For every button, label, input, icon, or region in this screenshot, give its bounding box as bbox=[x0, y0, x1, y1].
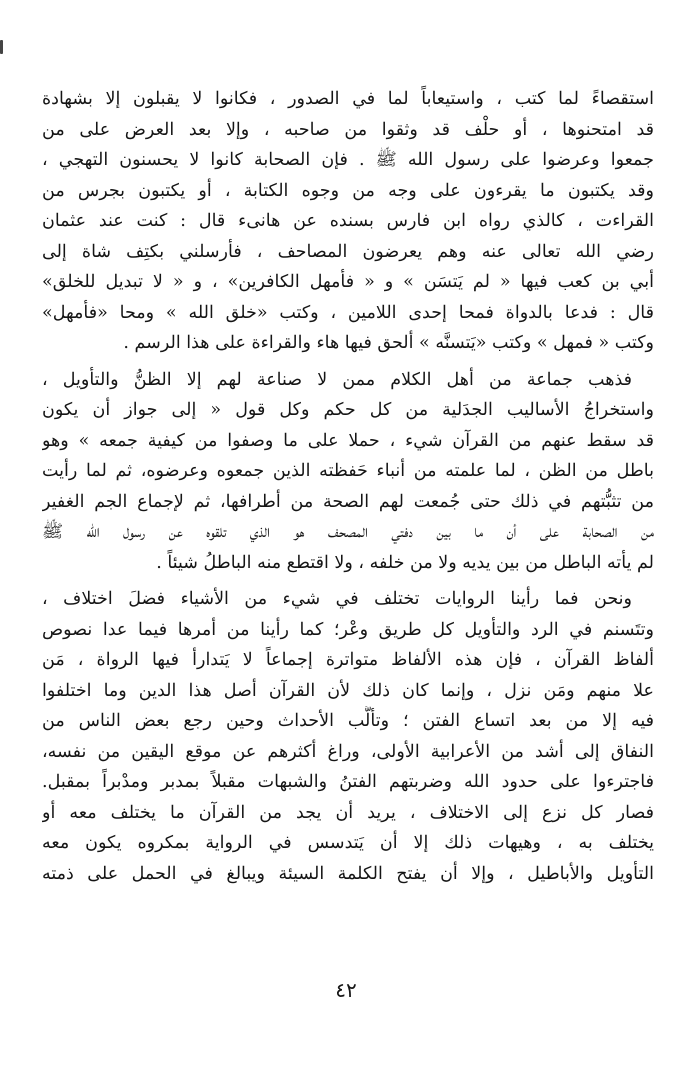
text-line: وقد يكتبون ما يقرءون على وجه من وجوه الكتابة ، أو يكتبون بجرس من bbox=[42, 180, 654, 201]
text-line: ألفاظ القرآن ، فإن هذه الألفاظ متواترة إجماعاً لا يَتدارأ فيها الرواة ، مَن bbox=[42, 650, 654, 670]
text-line: علا منهم ومَن نزل ، وإنما كان ذلك لأن القرآن أصل هذا الدين وما اختلفوا bbox=[42, 680, 654, 701]
text-line: أبي بن كعب فيها « لم يَتسَن » و « فأمهل الكافرين» ، و « لا تبديل للخلق» bbox=[42, 272, 654, 292]
paragraph-1 bbox=[42, 84, 654, 359]
margin-mark bbox=[0, 40, 3, 54]
page-number: ٤٢ bbox=[335, 978, 357, 1002]
text-line: ونحن فما رأينا الروايات تختلف في شيء من الأشياء فضلَ اختلاف ، bbox=[42, 589, 632, 609]
paragraph-3 bbox=[42, 584, 654, 889]
text-line: وتتَسنم في الرد والتأويل كل طريق وعْر؛ كما رأينا من أمرها فيما عدا نصوص bbox=[42, 619, 654, 640]
text-line: يختلف به ، وهيهات ذلك إلا أن يَتدسس في الرواية بمكروه يكون معه bbox=[42, 833, 654, 853]
text-line: جمعوا وعرضوا على رسول الله ﷺ . فإن الصحابة كانوا لا يحسنون التهجي ، bbox=[42, 150, 654, 170]
text-line: فصار كل نزع إلى الاختلاف ، يريد أن يجد من القرآن ما يختلف معه أو bbox=[42, 802, 654, 823]
text-line: باطل من الظن ، لما علمته من أنباء حَفظته الذين جمعوه وعرضوه، ثم لما رأيت bbox=[42, 461, 654, 481]
text-line: النفاق إلى أشد من الأعرابية الأولى، وراغ أكثرهم عن موقع اليقين من نفسه، bbox=[42, 741, 654, 762]
main-text bbox=[42, 84, 654, 889]
text-line: قال : فدعا بالدواة فمحا إحدى اللامين ، وكتب «خلق الله » ومحا «فأمهل» bbox=[42, 302, 654, 323]
text-line: قد امتحنوها ، أو حلْف قد وثقوا من صاحبه ، وإلا بعد العرض على من bbox=[42, 119, 654, 140]
text-line: من الصحابة على أن ما بين دفتي المصحف هو الذي تلقوه عن رسول الله ﷺ bbox=[42, 522, 654, 542]
text-line: فذهب جماعة من أهل الكلام ممن لا صناعة لهم إلا الظنُّ والتأويل ، bbox=[42, 369, 632, 390]
text-line: وكتب « فمهل » وكتب «يَتسنَّه » ألحق فيها هاء والقراءة على هذا الرسم . bbox=[123, 333, 654, 353]
text-line: واستخراجُ الأساليب الجدَلية من كل حكم وكل قول « إلى جواز أن يكون bbox=[42, 400, 654, 420]
text-line: فاجترءوا على حدود الله وضربتهم الفتنُ والشبهات مقبلاً بمدبر ومدْبراً بمقبل. bbox=[42, 772, 654, 792]
text-line: فيه إلا من بعد اتساع الفتن ؛ وتألُّب الأحداث وحين رجع بعض الناس من bbox=[42, 711, 654, 731]
text-line: التأويل والأباطيل ، وإلا أن يفتح الكلمة السيئة ويبالغ في الحمل على ذمته bbox=[42, 863, 654, 884]
paragraph-2 bbox=[42, 365, 654, 579]
text-line: قد سقط عنهم من القرآن شيء ، حملا على ما وصفوا من كيفية جمعه » وهو bbox=[42, 430, 654, 451]
text-line: رضي الله تعالى عنه وهم يعرضون المصاحف ، فأرسلني بكتِف شاة إلى bbox=[42, 241, 654, 262]
text-line: من تثبُّتهم في ذلك حتى جُمعت لهم الصحة من أطرافها، ثم لإجماع الجم الغفير bbox=[42, 491, 654, 512]
text-line: استقصاءً لما كتب ، واستيعاباً لما في الصدور ، فكانوا لا يقبلون إلا بشهادة bbox=[42, 89, 654, 109]
text-line: لم يأته الباطل من بين يديه ولا من خلفه ، ولا اقتطع منه الباطلُ شيئاً . bbox=[156, 552, 654, 573]
text-line: القراءت ، كالذي رواه ابن فارس بسنده عن هانىء قال : كنت عند عثمان bbox=[42, 211, 654, 231]
